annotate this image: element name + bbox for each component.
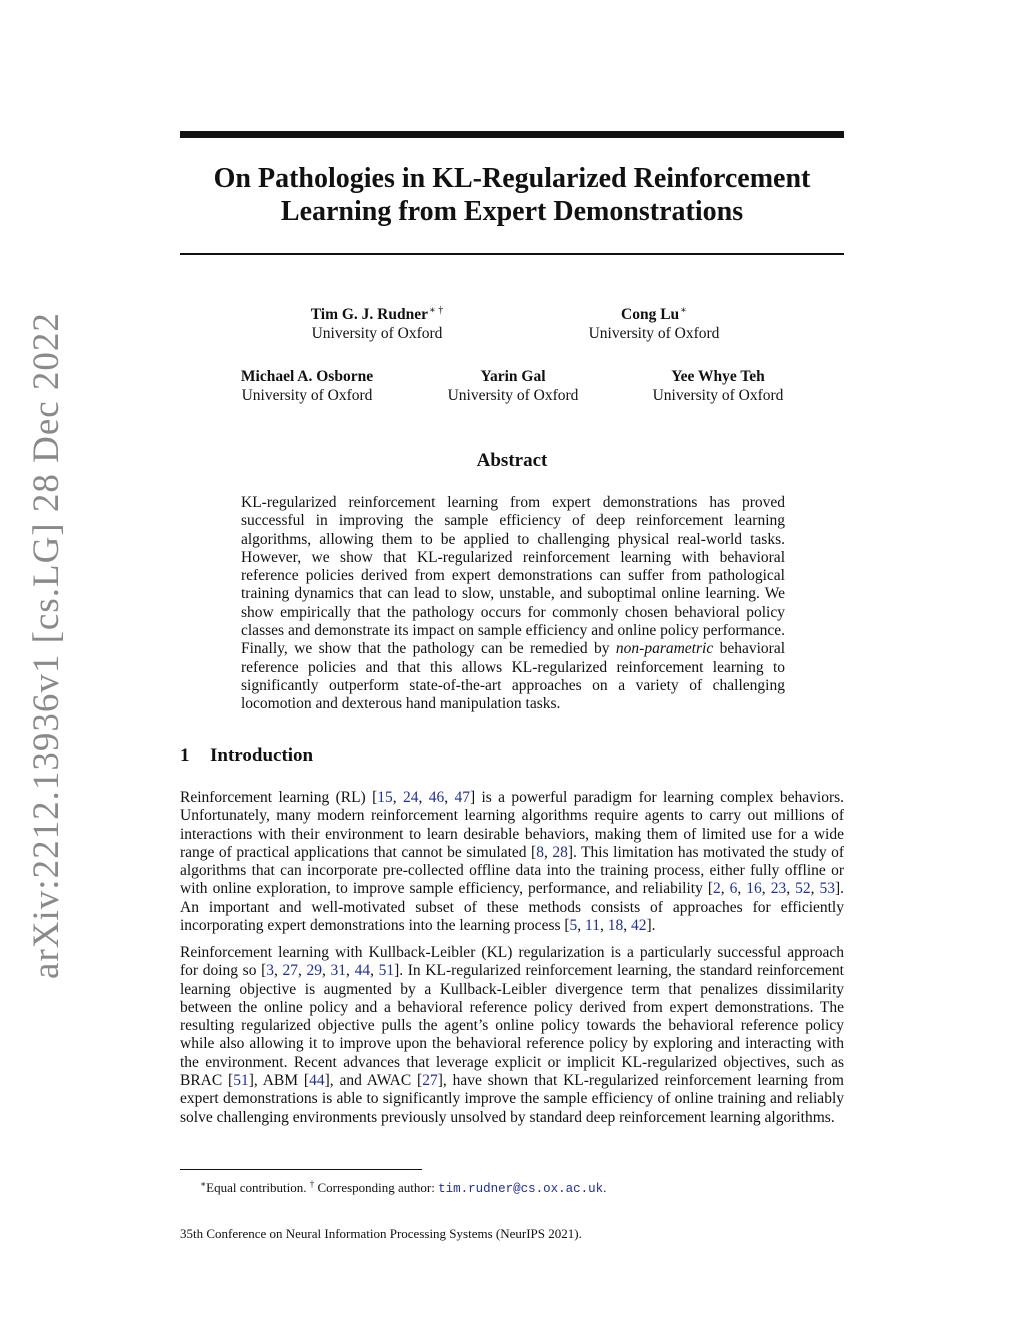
author-name: Michael A. Osborne bbox=[240, 368, 374, 385]
citation-link[interactable]: 24 bbox=[402, 789, 419, 806]
citation-link[interactable]: 27 bbox=[282, 962, 299, 980]
author-affiliation: University of Oxford bbox=[447, 387, 579, 404]
author-block bbox=[564, 301, 744, 343]
author-name: Yarin Gal bbox=[480, 368, 546, 385]
corresponding-author-email-link[interactable]: tim.rudner@cs.ox.ac.uk bbox=[438, 1182, 604, 1196]
arxiv-identifier-text: arXiv:2212.13936v1 [cs.LG] 28 Dec 2022 bbox=[25, 311, 67, 979]
citation-link[interactable]: 18 bbox=[607, 917, 624, 935]
intro-paragraph-2: Reinforcement learning with Kullback-Leibler (KL) regularization is a particularly successful approach for doing so [3, 27, 29, 31, 44, 51]. In KL-regularized reinforcement learning, the standard reinforcement learning objective is augmented by a Kullback-Leibler divergence term that penalizes dissimilarity between the online policy and a behavioral reference policy derived from expert demonstrations. The resulting regularized objective pulls the agent’s online policy towards the behavioral reference policy while also allowing it to improve upon the behavioral reference policy by exploring and interacting with the environment. Recent advances that leverage explicit or implicit KL-regularized objectives, such as BRAC [51], ABM [44], and AWAC [27], have shown that KL-regularized reinforcement learning from expert demonstrations is able to significantly improve the sample efficiency of online training and reliably solve challenging environments previously unsolved by standard deep reinforcement learning algorithms. bbox=[180, 944, 844, 1126]
paper-title: On Pathologies in KL-Regularized Reinforcement Learning from Expert Demonstrations bbox=[213, 163, 811, 227]
author-block bbox=[423, 367, 603, 405]
citation-link[interactable]: 46 bbox=[428, 789, 445, 806]
citation-link[interactable]: 8 bbox=[536, 843, 544, 861]
footnote-mark: ∗ bbox=[200, 1179, 207, 1189]
abstract-text: KL-regularized reinforcement learning from expert demonstrations has proved successful in improving the sample efficiency of deep reinforcement learning algorithms, allowing them to be applied to challenging physical real-world tasks. However, we show that KL-regularized reinforcement learning with behavioral reference policies derived from expert demonstrations can suffer from pathological training dynamics that can lead to slow, unstable, and suboptimal online learning. We show empirically that the pathology occurs for commonly chosen behavioral policy classes and demonstrate its impact on sample efficiency and online policy performance. Finally, we show that the pathology can be remedied by non-parametric behavioral reference policies and that this allows KL-regularized reinforcement learning to significantly outperform state-of-the-art approaches on a variety of challenging locomotion and dexterous hand manipulation tasks. bbox=[241, 494, 786, 713]
section-number: 1 bbox=[180, 745, 190, 766]
author-affiliation: University of Oxford bbox=[241, 387, 373, 404]
section-title: Introduction bbox=[210, 745, 314, 766]
author-block bbox=[217, 367, 397, 405]
citation-link[interactable]: 2 bbox=[713, 880, 721, 898]
citation-link[interactable]: 15 bbox=[377, 789, 393, 806]
citation-link[interactable]: 11 bbox=[585, 917, 600, 935]
author-name: Cong Lu bbox=[621, 306, 680, 323]
abstract-heading: Abstract bbox=[476, 450, 548, 471]
citation-link[interactable]: 23 bbox=[770, 880, 787, 898]
citation-link[interactable]: 3 bbox=[266, 962, 274, 980]
citation-link[interactable]: 6 bbox=[729, 880, 738, 898]
footnote-mark: † bbox=[309, 1179, 315, 1189]
author-block bbox=[628, 367, 808, 405]
author-name: Yee Whye Teh bbox=[671, 368, 765, 385]
abstract-emphasis: non-parametric bbox=[615, 640, 714, 658]
section-heading-introduction bbox=[180, 745, 313, 767]
citation-link[interactable]: 44 bbox=[354, 962, 371, 980]
citation-link[interactable]: 27 bbox=[422, 1072, 438, 1090]
arxiv-identifier-stamp bbox=[14, 311, 78, 979]
citation-link[interactable]: 5 bbox=[569, 917, 578, 935]
footnote: ∗Equal contribution. † Corresponding author: tim.rudner@cs.ox.ac.uk. bbox=[200, 1179, 607, 1196]
author-affiliation: University of Oxford bbox=[652, 387, 784, 404]
venue-footer: 35th Conference on Neural Information Processing Systems (NeurIPS 2021). bbox=[180, 1226, 582, 1241]
citation-link[interactable]: 52 bbox=[795, 880, 811, 898]
author-affiliation: University of Oxford bbox=[311, 325, 443, 342]
citation-link[interactable]: 42 bbox=[630, 917, 647, 935]
author-affiliation: University of Oxford bbox=[588, 325, 720, 342]
footnote-rule bbox=[180, 1169, 422, 1170]
citation-link[interactable]: 44 bbox=[309, 1072, 325, 1090]
author-footnote-marks: ∗ † bbox=[428, 305, 444, 316]
citation-link[interactable]: 31 bbox=[330, 962, 347, 980]
author-name: Tim G. J. Rudner bbox=[310, 306, 428, 323]
author-footnote-marks: ∗ bbox=[680, 305, 687, 316]
title-bottom-rule bbox=[180, 253, 844, 255]
citation-link[interactable]: 51 bbox=[233, 1072, 249, 1090]
intro-paragraph-1: Reinforcement learning (RL) [15, 24, 46, 47] is a powerful paradigm for learning complex behaviors. Unfortunately, many modern reinforcement learning algorithms require agents to carry out millions of interactions with their environment to learn desirable behaviors, making them of limited use for a wide range of practical applications that cannot be simulated [8, 28]. This limitation has motivated the study of algorithms that can incorporate pre-collected offline data into the training process, either fully offline or with online exploration, to improve sample efficiency, performance, and reliability [2, 6, 16, 23, 52, 53]. An important and well-motivated subset of these methods consists of approaches for efficiently incorporating expert demonstrations into the learning process [5, 11, 18, 42]. bbox=[180, 789, 845, 935]
citation-link[interactable]: 28 bbox=[552, 843, 568, 861]
citation-link[interactable]: 47 bbox=[454, 789, 470, 806]
citation-link[interactable]: 29 bbox=[306, 962, 323, 980]
citation-link[interactable]: 53 bbox=[819, 880, 835, 898]
citation-link[interactable]: 51 bbox=[378, 962, 395, 980]
title-top-rule bbox=[180, 131, 844, 138]
author-block bbox=[287, 301, 467, 343]
citation-link[interactable]: 16 bbox=[746, 880, 762, 898]
